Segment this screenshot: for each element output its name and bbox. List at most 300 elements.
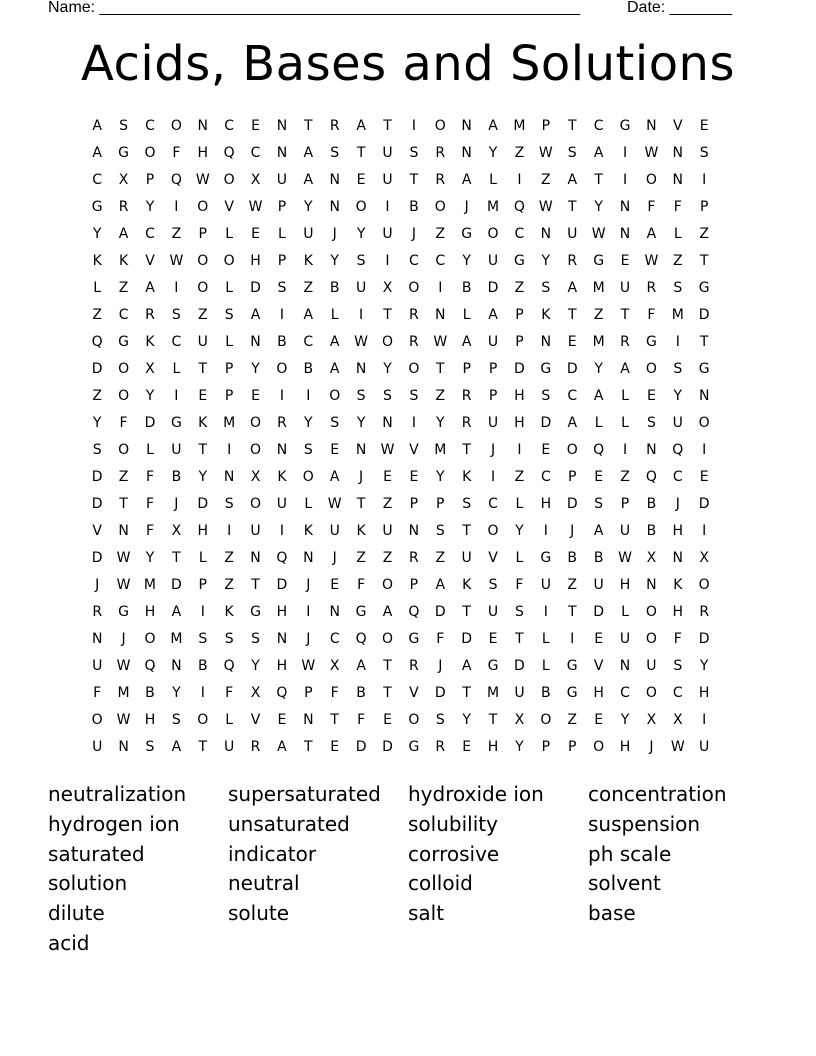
grid-letter: S [171,306,181,323]
grid-letter: I [174,279,179,296]
grid-letter: Z [435,225,446,242]
grid-letter: A [567,171,578,188]
grid-letter: X [171,522,182,539]
grid-letter: L [278,225,286,242]
grid-letter: X [672,711,683,728]
grid-letter: D [540,414,552,431]
grid-letter: S [409,387,419,404]
grid-letter: S [303,441,313,458]
grid-letter: O [434,198,446,215]
grid-letter: F [330,684,339,701]
grid-letter: V [593,657,604,674]
grid-letter: R [646,279,657,296]
grid-letter: R [620,333,630,350]
word-bank-item: solute [228,901,290,926]
grid-letter: X [250,684,261,701]
grid-letter: N [329,171,340,188]
grid-letter: A [329,360,340,377]
grid-letter: T [383,306,392,323]
grid-letter: D [434,603,446,620]
grid-letter: Z [171,225,182,242]
grid-letter: V [673,117,683,134]
grid-letter: I [411,414,416,431]
grid-letter: N [118,738,129,755]
grid-letter: Y [462,711,471,728]
grid-letter: A [92,144,102,161]
grid-letter: Z [620,468,630,485]
grid-letter: D [593,603,604,620]
grid-letter: P [198,576,207,593]
page-title: Acids, Bases and Solutions [81,36,735,92]
grid-letter: R [461,414,472,431]
grid-letter: P [515,333,524,350]
grid-letter: B [277,333,287,350]
grid-letter: T [515,630,524,647]
grid-letter: S [277,279,287,296]
grid-letter: C [145,225,155,242]
grid-letter: O [566,441,578,458]
grid-letter: A [593,522,604,539]
grid-letter: D [91,549,103,566]
grid-letter: T [198,360,208,377]
grid-letter: M [671,306,684,323]
grid-letter: C [514,225,525,242]
grid-row [84,193,717,220]
grid-letter: E [356,171,366,188]
grid-letter: R [329,117,340,134]
grid-letter: P [409,495,419,512]
grid-letter: R [409,657,419,674]
grid-letter: I [359,306,364,323]
grid-letter: A [356,117,366,134]
grid-letter: K [277,468,287,485]
grid-letter: A [250,306,261,323]
grid-letter: D [91,495,103,512]
grid-letter: D [197,495,209,512]
grid-letter: O [223,171,235,188]
grid-letter: R [409,549,419,566]
word-bank-item: ph scale [588,841,672,866]
grid-letter: E [330,576,340,593]
grid-letter: I [517,171,522,188]
grid-letter: S [356,387,366,404]
grid-letter: U [461,549,472,566]
grid-letter: E [699,117,709,134]
grid-letter: O [355,198,367,215]
grid-letter: I [200,603,205,620]
grid-letter: G [698,360,710,377]
grid-letter: Q [593,441,605,458]
grid-letter: S [198,630,208,647]
grid-letter: S [224,495,234,512]
grid-letter: D [382,738,393,755]
grid-letter: H [514,414,525,431]
grid-letter: O [698,414,710,431]
grid-letter: N [619,198,631,215]
grid-letter: C [672,468,683,485]
grid-letter: P [409,576,419,593]
grid-letter: H [144,603,156,620]
grid-letter: S [462,495,472,512]
grid-letter: N [303,711,314,728]
grid-letter: T [409,171,419,188]
grid-letter: N [698,387,710,404]
grid-letter: O [223,252,235,269]
grid-letter: T [594,171,603,188]
grid-letter: L [225,333,234,350]
grid-letter: U [382,144,393,161]
word-bank-item: indicator [228,841,317,866]
grid-letter: G [593,252,605,269]
grid-letter: E [409,468,419,485]
grid-row [84,598,717,625]
grid-letter: O [250,414,262,431]
grid-letter: U [276,495,288,512]
grid-letter: D [91,360,103,377]
grid-letter: T [567,117,577,134]
grid-letter: M [434,441,447,458]
grid-letter: H [144,711,156,728]
grid-letter: Z [541,171,551,188]
grid-letter: N [646,117,657,134]
grid-letter: Z [224,549,234,566]
grid-letter: I [702,171,707,188]
grid-row [84,112,717,139]
grid-letter: O [197,198,209,215]
grid-letter: S [699,144,709,161]
grid-letter: B [646,495,657,512]
grid-row [84,679,717,706]
grid-letter: S [356,252,366,269]
grid-letter: B [303,360,314,377]
grid-letter: O [118,387,130,404]
grid-letter: Y [330,252,339,269]
grid-letter: R [118,198,129,215]
grid-letter: T [462,441,471,458]
grid-letter: M [592,279,605,296]
grid-letter: S [646,414,656,431]
word-bank-item: saturated [48,841,145,866]
grid-letter: B [646,522,657,539]
grid-letter: H [698,684,710,701]
grid-letter: A [593,387,604,404]
grid-letter: O [645,684,657,701]
grid-letter: N [355,360,367,377]
grid-letter: E [541,441,551,458]
grid-letter: T [172,549,181,566]
grid-letter: N [276,144,288,161]
grid-letter: U [355,279,367,296]
grid-letter: T [383,684,392,701]
grid-letter: U [487,333,499,350]
grid-letter: D [566,495,578,512]
grid-letter: L [304,495,313,512]
grid-letter: M [170,630,183,647]
grid-letter: E [251,225,260,242]
grid-letter: P [541,117,551,134]
word-bank-item: solution [48,871,128,896]
grid-letter: Z [514,279,525,296]
grid-letter: S [673,657,683,674]
grid-letter: L [621,387,629,404]
grid-row [84,490,717,517]
grid-letter: U [382,522,393,539]
grid-letter: L [541,630,550,647]
grid-letter: O [645,171,657,188]
grid-letter: B [541,684,551,701]
grid-letter: N [672,144,684,161]
grid-letter: T [699,333,709,350]
grid-letter: G [408,630,420,647]
grid-letter: O [645,630,657,647]
grid-letter: L [146,441,154,458]
grid-letter: T [383,657,392,674]
grid-letter: I [622,441,628,458]
grid-letter: U [382,171,393,188]
grid-letter: O [434,117,446,134]
grid-letter: I [438,279,443,296]
grid-letter: S [224,306,234,323]
grid-letter: E [567,333,577,350]
grid-letter: Y [541,252,551,269]
grid-letter: Z [118,468,129,485]
grid-letter: C [540,468,551,485]
grid-letter: D [698,495,710,512]
grid-letter: E [462,738,472,755]
grid-letter: X [514,711,525,728]
grid-letter: J [490,441,496,458]
grid-letter: Y [515,738,524,755]
grid-letter: A [92,117,102,134]
grid-letter: Y [356,225,366,242]
grid-letter: G [91,198,103,215]
grid-letter: C [118,306,129,323]
word-bank-item: concentration [588,782,727,806]
grid-letter: Q [355,630,367,647]
grid-letter: E [383,711,392,728]
grid-letter: P [224,387,234,404]
grid-letter: N [276,117,288,134]
grid-letter: Y [620,711,630,728]
grid-letter: W [591,225,606,242]
grid-letter: Z [224,576,234,593]
grid-letter: E [699,468,709,485]
grid-letter: O [302,468,314,485]
grid-letter: Y [145,198,155,215]
grid-letter: L [621,603,629,620]
grid-letter: I [385,198,390,215]
word-bank-item: supersaturated [228,782,381,806]
grid-letter: C [145,117,155,134]
grid-letter: K [462,468,472,485]
grid-letter: F [515,576,524,593]
grid-letter: I [306,387,311,404]
grid-letter: O [144,630,156,647]
grid-letter: E [620,252,630,269]
grid-row [84,706,717,733]
grid-letter: T [304,117,313,134]
grid-letter: H [487,738,499,755]
grid-letter: C [593,117,604,134]
grid-letter: Z [382,495,393,512]
grid-letter: F [172,144,181,161]
grid-letter: H [514,387,525,404]
grid-letter: Z [514,468,525,485]
grid-letter: A [277,738,287,755]
grid-row [84,274,717,301]
grid-letter: H [672,522,684,539]
word-bank-item: solvent [588,871,661,896]
grid-letter: I [490,468,496,485]
grid-letter: A [488,306,498,323]
grid-letter: W [327,495,342,512]
grid-letter: R [461,387,472,404]
grid-letter: T [383,117,392,134]
grid-letter: J [121,630,126,647]
grid-letter: S [435,522,445,539]
grid-letter: S [594,495,604,512]
grid-letter: T [356,144,366,161]
grid-letter: Y [594,360,603,377]
grid-letter: W [116,549,131,566]
grid-letter: W [538,198,553,215]
grid-letter: Q [276,549,288,566]
grid-letter: P [304,684,313,701]
grid-letter: Q [276,684,288,701]
grid-letter: U [514,684,525,701]
grid-letter: G [461,225,473,242]
grid-letter: A [567,279,578,296]
grid-letter: A [435,576,446,593]
grid-letter: A [461,657,472,674]
word-bank-item: neutralization [48,782,187,806]
grid-letter: W [618,549,632,566]
grid-letter: F [145,495,154,512]
grid-letter: N [619,225,631,242]
grid-letter: I [174,387,179,404]
grid-letter: T [356,495,366,512]
grid-letter: A [303,306,314,323]
grid-letter: K [303,252,313,269]
grid-letter: G [118,333,130,350]
grid-letter: R [145,306,155,323]
grid-letter: Z [435,549,446,566]
grid-letter: C [224,117,235,134]
grid-letter: R [92,603,103,620]
grid-letter: H [540,495,552,512]
grid-letter: P [515,306,524,323]
grid-letter: O [408,360,420,377]
grid-letter: O [276,360,288,377]
grid-letter: F [145,468,154,485]
grid-letter: Y [699,657,709,674]
grid-letter: O [250,441,262,458]
grid-letter: D [91,468,103,485]
grid-letter: D [698,306,710,323]
grid-letter: N [171,657,182,674]
grid-letter: U [92,657,103,674]
grid-letter: U [197,333,208,350]
grid-letter: X [329,657,340,674]
grid-letter: H [197,144,209,161]
grid-letter: I [279,306,284,323]
grid-letter: E [198,387,208,404]
grid-row [84,247,717,274]
grid-row [84,733,717,760]
grid-letter: E [594,711,604,728]
grid-letter: Z [118,279,129,296]
grid-letter: C [250,144,261,161]
grid-letter: V [488,549,498,566]
grid-letter: O [408,711,420,728]
grid-letter: R [567,252,578,269]
grid-letter: Z [699,225,709,242]
grid-letter: V [409,441,419,458]
grid-letter: O [197,252,209,269]
grid-letter: J [306,630,311,647]
grid-letter: Y [304,198,313,215]
grid-letter: X [646,711,657,728]
grid-letter: F [225,684,234,701]
grid-row [84,544,717,571]
grid-letter: Z [593,306,604,323]
grid-letter: L [515,495,524,512]
grid-letter: Y [251,360,260,377]
grid-letter: C [329,630,340,647]
grid-letter: S [251,630,260,647]
date-field-line: Date: _______ [627,0,732,16]
grid-letter: A [620,360,630,377]
grid-row [84,166,717,193]
grid-letter: L [225,225,234,242]
grid-letter: K [198,414,208,431]
word-bank-item: base [588,901,636,926]
grid-letter: F [357,576,366,593]
grid-letter: T [462,684,471,701]
grid-letter: N [461,144,472,161]
grid-letter: P [488,387,498,404]
grid-letter: J [306,576,311,593]
grid-letter: Q [223,144,235,161]
grid-letter: O [698,576,710,593]
grid-letter: U [250,522,261,539]
grid-letter: P [541,738,551,755]
grid-letter: S [330,414,340,431]
grid-letter: Z [197,306,208,323]
grid-letter: W [169,252,184,269]
grid-letter: O [645,603,657,620]
grid-letter: G [540,549,552,566]
grid-letter: T [567,306,577,323]
grid-letter: H [619,738,631,755]
grid-letter: O [144,144,156,161]
grid-letter: F [145,522,154,539]
grid-letter: E [594,630,604,647]
grid-letter: S [145,738,155,755]
grid-letter: Q [672,441,684,458]
grid-letter: I [570,630,575,647]
grid-letter: Y [172,684,181,701]
grid-letter: K [145,333,155,350]
grid-letter: P [699,198,709,215]
grid-row [84,625,717,652]
grid-letter: X [118,171,129,188]
grid-letter: U [487,603,499,620]
grid-letter: L [621,414,629,431]
grid-letter: J [174,495,179,512]
grid-letter: S [488,576,498,593]
grid-letter: D [355,738,367,755]
